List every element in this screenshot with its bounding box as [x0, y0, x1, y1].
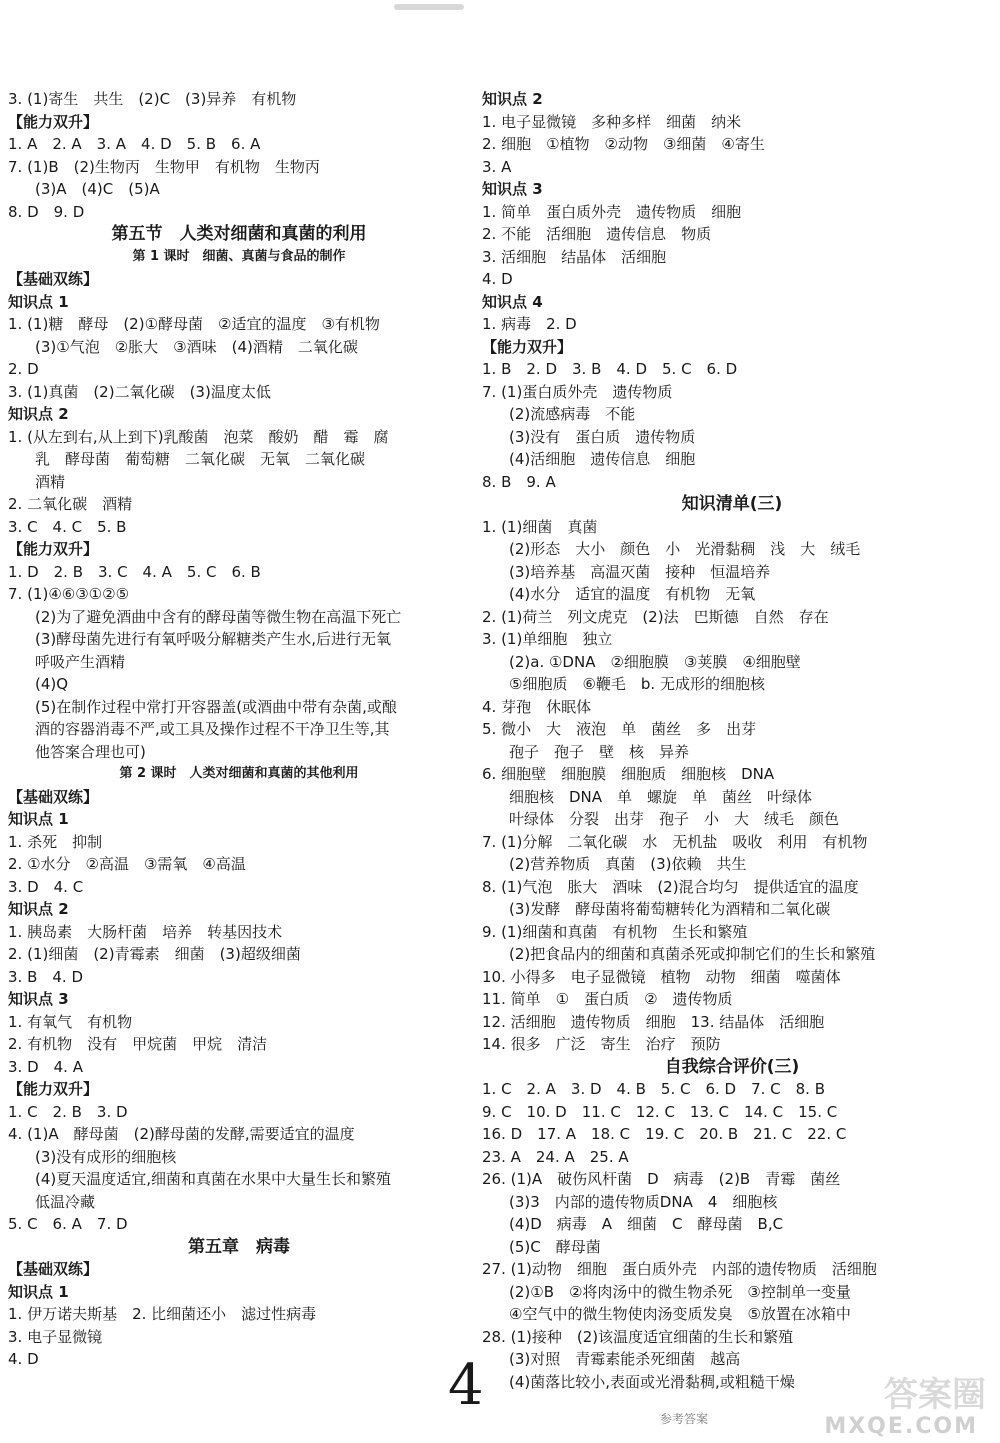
answer-line: 1. 病毒 2. D — [482, 315, 577, 333]
answer-line: 1. 杀死 抑制 — [8, 832, 103, 851]
answer-line: 16. D 17. A 18. C 19. C 20. B 21. C 22. C — [482, 1125, 847, 1143]
answer-line: (4)菌落比较小,表面或光滑黏稠,或粗糙干燥 — [509, 1372, 795, 1391]
section-heading: 知识点 2 — [482, 90, 543, 108]
answer-line: (3)培养基 高温灭菌 接种 恒温培养 — [509, 562, 771, 581]
answer-line: (3)3 内部的遗传物质DNA 4 细胞核 — [509, 1192, 778, 1211]
scan-smudge — [394, 4, 464, 10]
answer-line: 1. 有氧气 有机物 — [8, 1012, 133, 1031]
answer-line: 3. C 4. C 5. B — [8, 517, 127, 536]
watermark-logo: 答案圈 — [884, 1375, 986, 1415]
section-heading: 【基础双练】 — [8, 1260, 99, 1278]
right-answer-column — [482, 88, 982, 1393]
section-heading: 知识点 1 — [8, 1282, 69, 1301]
answer-line: 4. D — [482, 270, 513, 288]
answer-line: 10. 小得多 电子显微镜 植物 动物 细菌 噬菌体 — [482, 967, 841, 986]
answer-line: 叶绿体 分裂 出芽 孢子 小 大 绒毛 颜色 — [509, 810, 840, 828]
answer-line: ⑤细胞质 ⑥鞭毛 b. 无成形的细胞核 — [509, 675, 765, 693]
section-heading: 知识点 2 — [8, 900, 69, 918]
answer-line: (2)形态 大小 颜色 小 光滑黏稠 浅 大 绒毛 — [509, 540, 861, 558]
answer-line: 27. (1)动物 细胞 蛋白质外壳 内部的遗传物质 活细胞 — [482, 1260, 877, 1278]
section-heading: 知识点 3 — [482, 180, 543, 198]
answer-line: 2. (1)细菌 (2)青霉素 细菌 (3)超级细菌 — [8, 945, 301, 963]
section-heading: 【能力双升】 — [482, 337, 573, 356]
answer-line: 1. 伊万诺夫斯基 2. 比细菌还小 滤过性病毒 — [8, 1305, 317, 1323]
answer-line: (3)没有 蛋白质 遗传物质 — [509, 427, 696, 446]
answer-line: 3. A — [482, 157, 512, 176]
answer-line: 8. B 9. A — [482, 472, 556, 491]
section-heading: 【能力双升】 — [8, 1080, 99, 1098]
answer-line: 28. (1)接种 (2)该温度适宜细菌的生长和繁殖 — [482, 1327, 794, 1346]
answer-line: (4)活细胞 遗传信息 细胞 — [509, 450, 696, 468]
answer-line: 23. A 24. A 25. A — [482, 1147, 629, 1166]
answer-line: (3)酵母菌先进行有氧呼吸分解糖类产生水,后进行无氧 — [35, 630, 392, 648]
answer-line: 他答案合理也可) — [35, 742, 146, 761]
answer-line: 孢子 孢子 壁 核 异养 — [509, 742, 690, 761]
answer-line: (3)①气泡 ②胀大 ③酒味 (4)酒精 二氧化碳 — [35, 337, 358, 356]
answer-line: 呼吸产生酒精 — [35, 652, 126, 671]
answer-line: (5)C 酵母菌 — [509, 1237, 601, 1256]
section-heading: 知识点 3 — [8, 990, 69, 1008]
lesson-title: 第 2 课时 人类对细菌和真菌的其他利用 — [119, 766, 359, 781]
left-answer-column — [8, 88, 470, 1371]
answer-line: (4)Q — [35, 675, 69, 693]
answer-line: 2. 有机物 没有 甲烷菌 甲烷 清洁 — [8, 1035, 268, 1053]
answer-line: (3)A (4)C (5)A — [35, 180, 160, 198]
answer-line: 7. (1)蛋白质外壳 遗传物质 — [482, 382, 673, 401]
answer-line: (5)在制作过程中常打开容器盖(或酒曲中带有杂菌,或酿 — [35, 697, 397, 716]
answer-line: 2. 二氧化碳 酒精 — [8, 495, 133, 513]
answer-line: 12. 活细胞 遗传物质 细胞 13. 结晶体 活细胞 — [482, 1012, 825, 1031]
answer-line: 5. 微小 大 液泡 单 菌丝 多 出芽 — [482, 720, 757, 738]
chapter-title: 第五节 人类对细菌和真菌的利用 — [111, 224, 367, 244]
chapter-title: 知识清单(三) — [681, 494, 783, 514]
answer-line: 1. 胰岛素 大肠杆菌 培养 转基因技术 — [8, 922, 283, 941]
answer-line: 1. C 2. B 3. D — [8, 1102, 128, 1121]
chapter-title: 自我综合评价(三) — [664, 1056, 800, 1077]
answer-line: 细胞核 DNA 单 螺旋 单 菌丝 叶绿体 — [509, 787, 813, 806]
footer-label: 参考答案 — [660, 1412, 709, 1426]
page-number: 4 — [448, 1353, 484, 1418]
answer-line: 1. (从左到右,从上到下)乳酸菌 泡菜 酸奶 醋 霉 腐 — [8, 427, 389, 446]
answer-line: 4. (1)A 酵母菌 (2)酵母菌的发酵,需要适宜的温度 — [8, 1125, 355, 1143]
answer-line: 1. C 2. A 3. D 4. B 5. C 6. D 7. C 8. B — [482, 1080, 826, 1098]
answer-line: 8. (1)气泡 胀大 酒味 (2)混合均匀 提供适宜的温度 — [482, 877, 859, 896]
answer-line: 2. 不能 活细胞 遗传信息 物质 — [482, 225, 712, 243]
answer-line: 7. (1)分解 二氧化碳 水 无机盐 吸收 利用 有机物 — [482, 832, 868, 851]
answer-line: (2)营养物质 真菌 (3)依赖 共生 — [509, 855, 747, 873]
answer-line: 7. (1)④⑥③①②⑤ — [8, 585, 130, 603]
answer-line: 4. D — [8, 1350, 39, 1368]
section-heading: 【基础双练】 — [8, 270, 99, 288]
answer-line: (2)为了避免酒曲中含有的酵母菌等微生物在高温下死亡 — [35, 607, 402, 626]
answer-line: 9. (1)细菌和真菌 有机物 生长和繁殖 — [482, 922, 748, 941]
answer-line: (3)发酵 酵母菌将葡萄糖转化为酒精和二氧化碳 — [509, 900, 831, 918]
answer-line: 3. (1)寄生 共生 (2)C (3)异养 有机物 — [8, 90, 297, 108]
answer-line: 7. (1)B (2)生物丙 生物甲 有机物 生物丙 — [8, 157, 320, 176]
answer-line: (2)把食品内的细菌和真菌杀死或抑制它们的生长和繁殖 — [509, 945, 876, 963]
answer-line: (2)流感病毒 不能 — [509, 405, 636, 423]
answer-line: 1. 简单 蛋白质外壳 遗传物质 细胞 — [482, 202, 742, 221]
answer-line: 3. (1)真菌 (2)二氧化碳 (3)温度太低 — [8, 382, 271, 401]
answer-line: 酒精 — [35, 472, 66, 491]
section-heading: 【能力双升】 — [8, 540, 99, 558]
answer-line: 3. 电子显微镜 — [8, 1327, 103, 1346]
answer-line: 3. (1)单细胞 独立 — [482, 630, 613, 648]
watermark-url: MXQE.COM — [824, 1414, 978, 1439]
answer-line: 2. ①水分 ②高温 ③需氧 ④高温 — [8, 855, 246, 873]
answer-line: 酒的容器消毒不严,或工具及操作过程不干净卫生等,其 — [35, 720, 390, 738]
lesson-title: 第 1 课时 细菌、真菌与食品的制作 — [132, 248, 346, 264]
answer-line: 2. 细胞 ①植物 ②动物 ③细菌 ④寄生 — [482, 135, 765, 153]
answer-line: ④空气中的微生物使肉汤变质发臭 ⑤放置在冰箱中 — [509, 1305, 851, 1323]
answer-line: (2)a. ①DNA ②细胞膜 ③荚膜 ④细胞壁 — [509, 652, 801, 671]
answer-line: (2)①B ②将肉汤中的微生物杀死 ③控制单一变量 — [509, 1282, 851, 1301]
answer-line: 5. C 6. A 7. D — [8, 1215, 128, 1233]
section-heading: 知识点 1 — [8, 292, 69, 311]
answer-line: (3)没有成形的细胞核 — [35, 1147, 177, 1166]
answer-line: 3. 活细胞 结晶体 活细胞 — [482, 247, 667, 266]
answer-line: 乳 酵母菌 葡萄糖 二氧化碳 无氧 二氧化碳 — [35, 450, 366, 468]
answer-line: 1. 电子显微镜 多种多样 细菌 纳米 — [482, 112, 742, 131]
answer-line: 1. D 2. B 3. C 4. A 5. C 6. B — [8, 562, 261, 581]
answer-line: 低温冷藏 — [35, 1192, 96, 1211]
answer-line: 4. 芽孢 休眠体 — [482, 697, 592, 716]
answer-line: 3. B 4. D — [8, 967, 84, 986]
section-heading: 【基础双练】 — [8, 787, 99, 806]
section-heading: 【能力双升】 — [8, 112, 99, 131]
answer-line: 14. 很多 广泛 寄生 治疗 预防 — [482, 1035, 721, 1053]
answer-line: 3. D 4. A — [8, 1057, 83, 1076]
answer-line: 6. 细胞壁 细胞膜 细胞质 细胞核 DNA — [482, 765, 775, 783]
answer-line: 1. A 2. A 3. A 4. D 5. B 6. A — [8, 135, 261, 153]
answer-line: (4)夏天温度适宜,细菌和真菌在水果中大量生长和繁殖 — [35, 1170, 392, 1188]
answer-line: 3. D 4. C — [8, 877, 84, 896]
section-heading: 知识点 1 — [8, 810, 69, 828]
answer-line: 2. (1)荷兰 列文虎克 (2)法 巴斯德 自然 存在 — [482, 607, 829, 626]
answer-line: 1. (1)糖 酵母 (2)①酵母菌 ②适宜的温度 ③有机物 — [8, 315, 380, 333]
section-heading: 知识点 4 — [482, 292, 543, 311]
answer-line: (4)D 病毒 A 细菌 C 酵母菌 B,C — [509, 1215, 784, 1233]
answer-line: (3)对照 青霉素能杀死细菌 越高 — [509, 1350, 741, 1368]
answer-line: 1. (1)细菌 真菌 — [482, 517, 598, 536]
section-heading: 知识点 2 — [8, 405, 69, 423]
answer-line: 1. B 2. D 3. B 4. D 5. C 6. D — [482, 360, 738, 378]
answer-line: 11. 简单 ① 蛋白质 ② 遗传物质 — [482, 990, 733, 1008]
answer-line: 26. (1)A 破伤风杆菌 D 病毒 (2)B 青霉 菌丝 — [482, 1170, 841, 1188]
chapter-title: 第五章 病毒 — [188, 1236, 290, 1257]
answer-line: 8. D 9. D — [8, 202, 85, 221]
answer-line: 2. D — [8, 360, 39, 378]
answer-line: (4)水分 适宜的温度 有机物 无氧 — [509, 585, 756, 603]
answer-line: 9. C 10. D 11. C 12. C 13. C 14. C 15. C — [482, 1102, 838, 1121]
